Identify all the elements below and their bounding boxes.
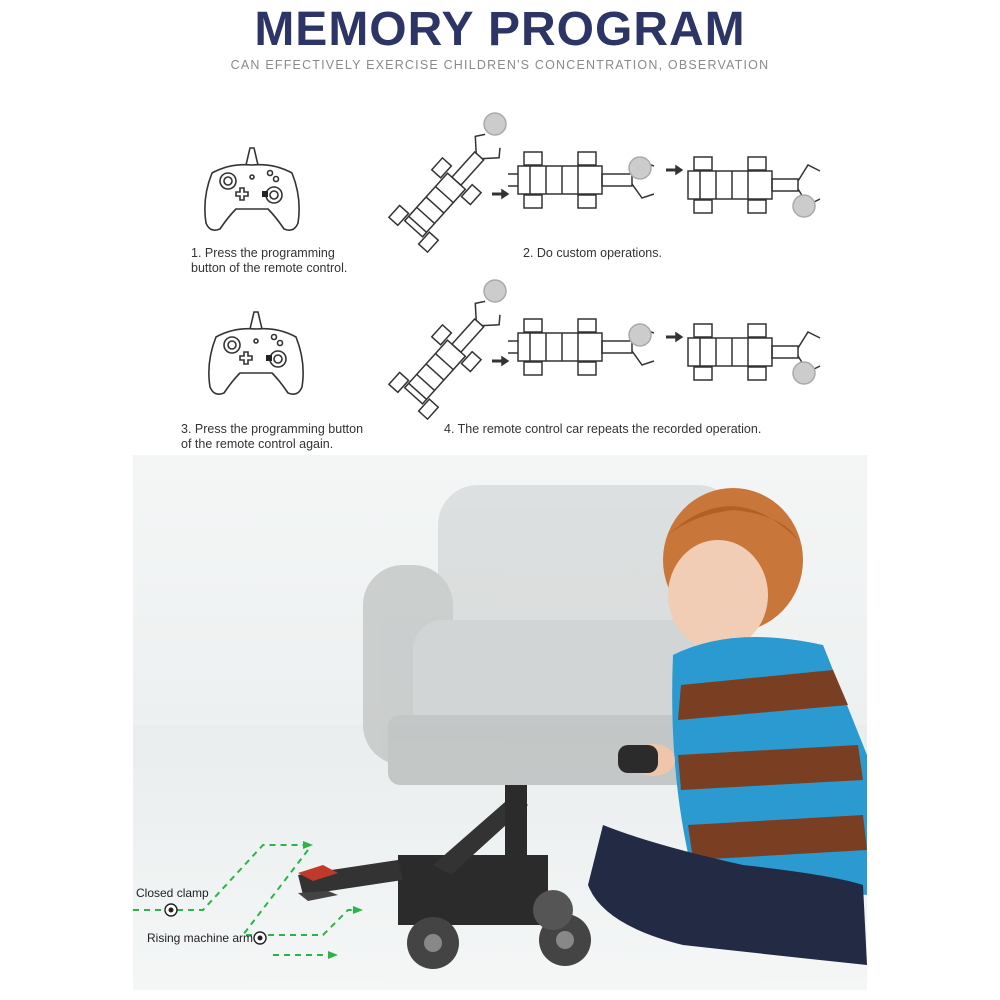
remote-controller-icon xyxy=(200,143,304,235)
product-photo xyxy=(133,455,867,990)
robot-sequence-illustration-2 xyxy=(380,277,825,422)
callout-rising-machine-arm: Rising machine arm xyxy=(147,931,254,945)
robot-sequence-illustration xyxy=(380,110,825,255)
photo-scene xyxy=(133,455,867,990)
remote-controller-icon-2 xyxy=(204,307,308,399)
page-subtitle: CAN EFFECTIVELY EXERCISE CHILDREN'S CONCENTRATION, OBSERVATION xyxy=(230,58,770,72)
step-4-text: 4. The remote control car repeats the recorded operation. xyxy=(444,422,762,436)
step-2-text: 2. Do custom operations. xyxy=(523,246,662,260)
callout-closed-clamp: Closed clamp xyxy=(136,886,209,900)
step-1-text: 1. Press the programming button of the remote control. xyxy=(191,246,348,275)
page-title: MEMORY PROGRAM xyxy=(254,3,746,56)
step-3-text: 3. Press the programming button of the remote control again. xyxy=(181,422,364,451)
